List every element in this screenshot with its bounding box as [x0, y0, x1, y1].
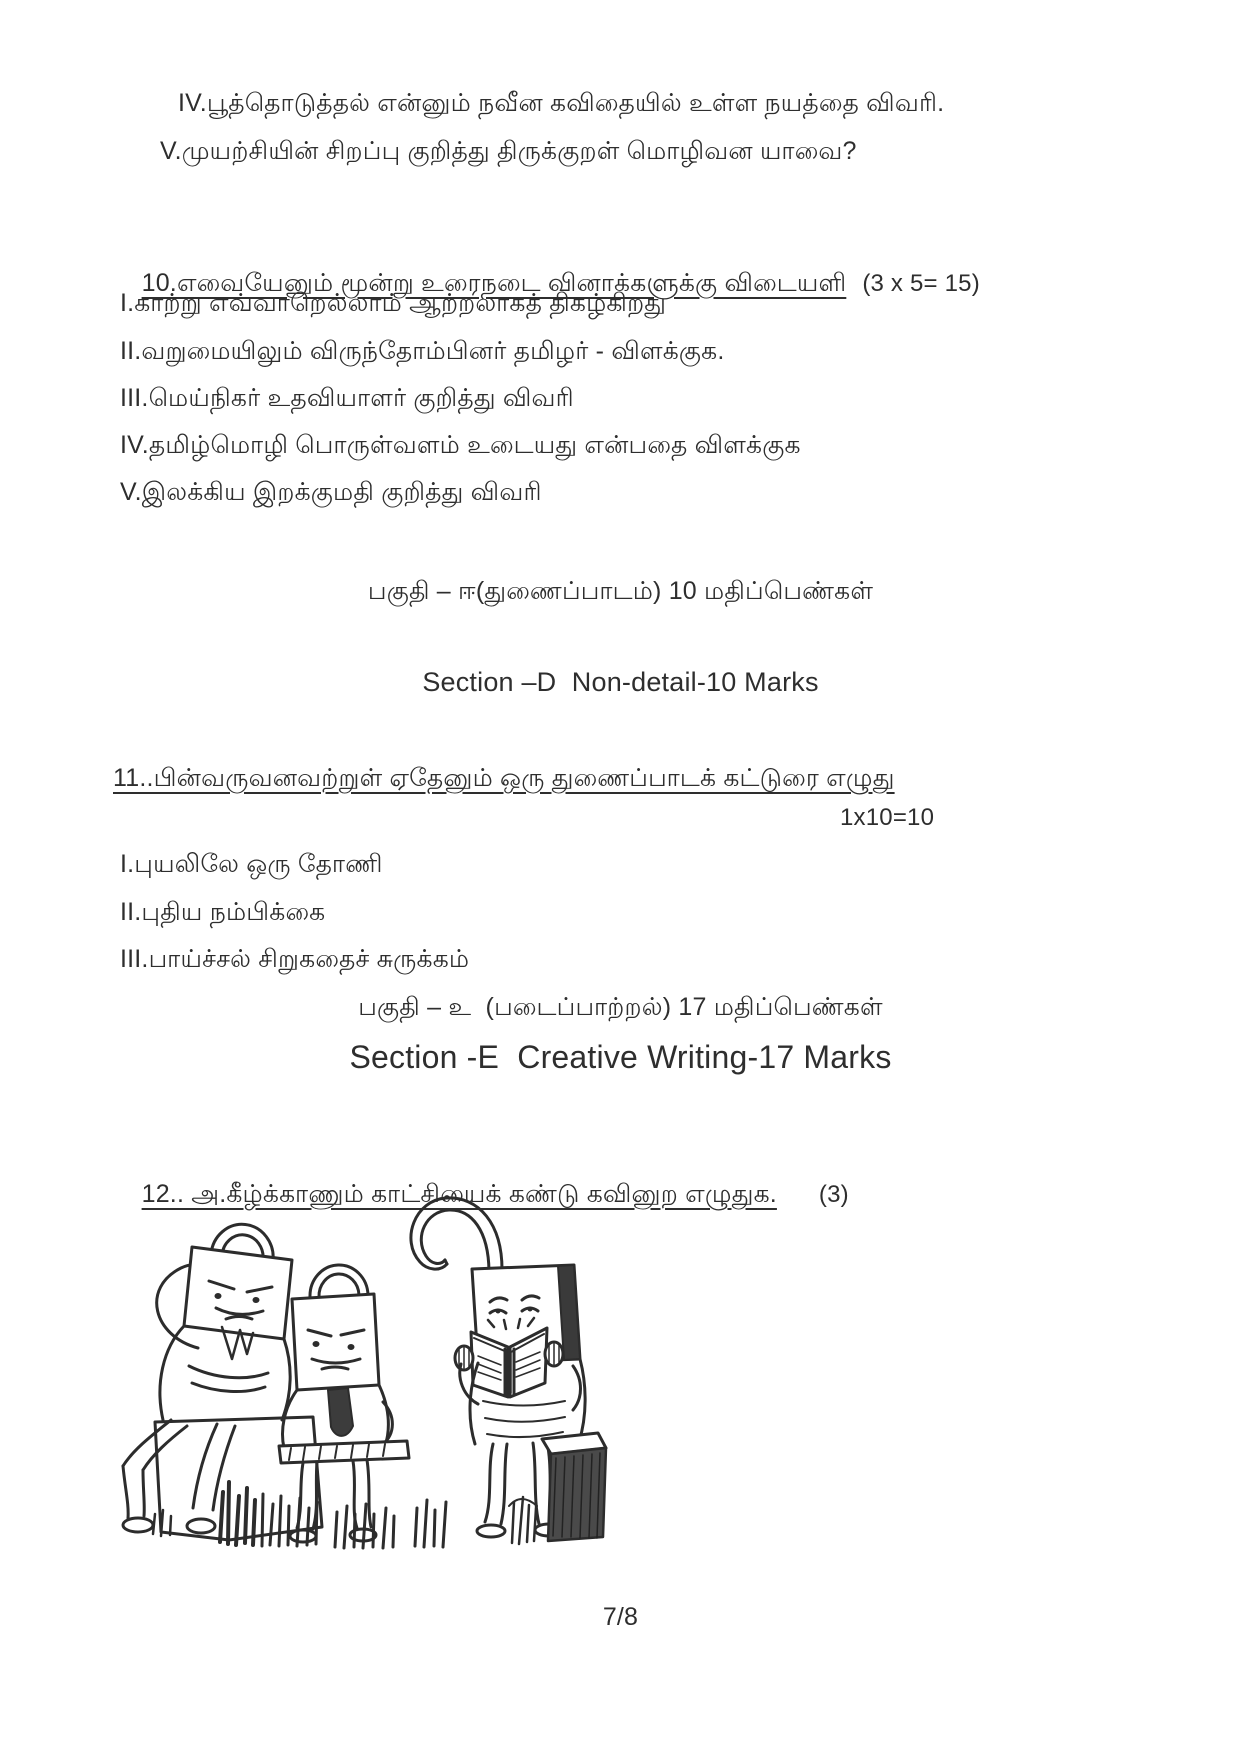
padlock-head-figures-illustration — [95, 1196, 610, 1566]
question-10-item-3: III.மெய்நிகர் உதவியாளர் குறித்து விவரி — [120, 384, 574, 412]
question-10-heading: 10.எவையேனும் மூன்று உரைநடை வினாக்களுக்கு விடையளி — [141, 269, 847, 297]
prev-question-item-iv: IV.பூத்தொடுத்தல் என்னும் நவீன கவிதையில் உள்ள நயத்தை விவரி. — [178, 89, 945, 117]
question-10-item-1: I.காற்று எவ்வாறெல்லாம் ஆற்றலாகத் திகழ்கிறது — [120, 289, 667, 317]
question-11-heading: 11..பின்வருவனவற்றுள் ஏதேனும் ஒரு துணைப்பாடக் கட்டுரை எழுது — [113, 764, 895, 792]
question-12-marks: (3) — [818, 1181, 849, 1208]
section-e-tamil-heading: பகுதி – உ (படைப்பாற்றல்) 17 மதிப்பெண்கள் — [358, 993, 883, 1021]
question-11-item-2: II.புதிய நம்பிக்கை — [120, 898, 326, 926]
section-e-english-heading: Section -E Creative Writing-17 Marks — [349, 1039, 892, 1075]
section-d-english-heading: Section –D Non-detail-10 Marks — [422, 667, 819, 697]
page-number: 7/8 — [602, 1603, 639, 1631]
question-10-item-5: V.இலக்கிய இறக்குமதி குறித்து விவரி — [120, 478, 542, 506]
section-d-tamil-heading: பகுதி – ஈ(துணைப்பாடம்) 10 மதிப்பெண்கள் — [367, 577, 874, 605]
prev-question-item-v: V.முயற்சியின் சிறப்பு குறித்து திருக்குறள் மொழிவன யாவை? — [160, 137, 857, 165]
question-11-marks: 1x10=10 — [840, 804, 935, 831]
question-11-item-3: III.பாய்ச்சல் சிறுகதைச் சுருக்கம் — [120, 945, 470, 973]
question-10-item-4: IV.தமிழ்மொழி பொருள்வளம் உடையது என்பதை விளக்குக — [120, 431, 801, 459]
question-12-heading: 12.. அ.கீழ்க்காணும் காட்சியைக் கண்டு கவினுற எழுதுக. — [141, 1180, 777, 1208]
scene-drawing — [95, 1196, 610, 1566]
question-10-marks: (3 x 5= 15) — [862, 270, 980, 297]
question-10-item-2: II.வறுமையிலும் விருந்தோம்பினர் தமிழர் - விளக்குக. — [120, 337, 725, 365]
question-11-item-1: I.புயலிலே ஒரு தோணி — [120, 850, 383, 878]
